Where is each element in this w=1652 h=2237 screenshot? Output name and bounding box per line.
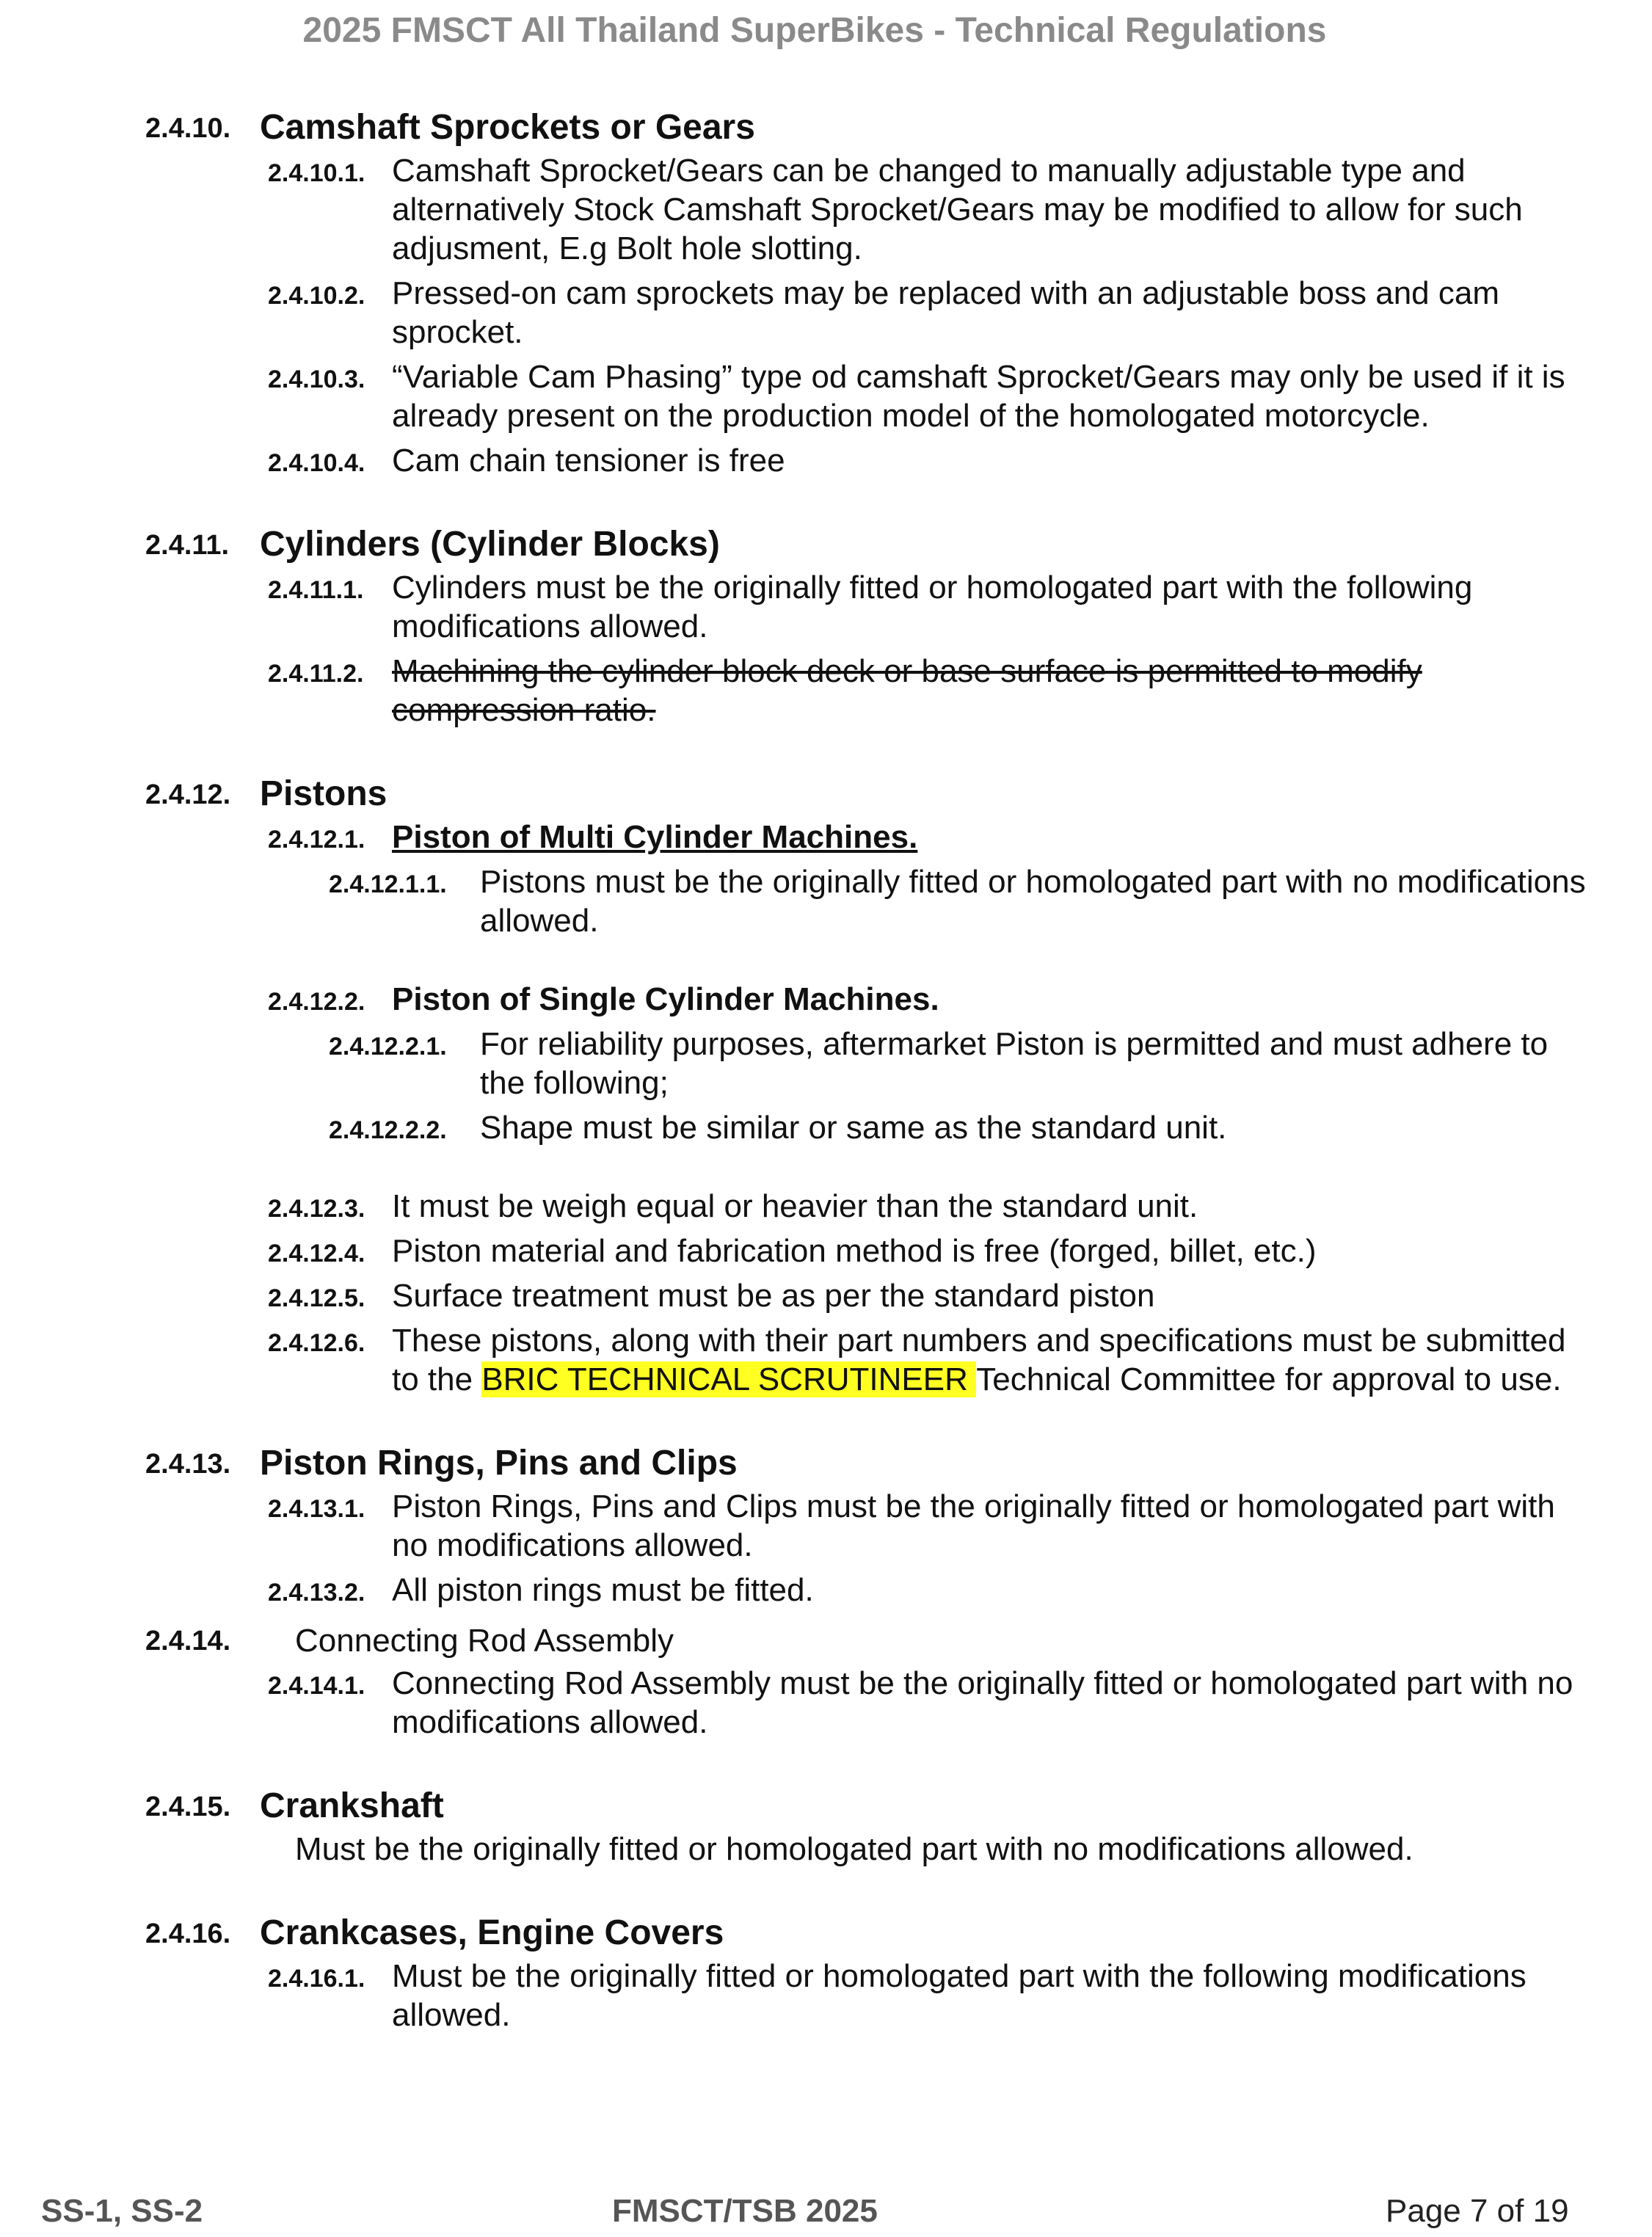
clause-2-4-12-2-1 [0,1025,1652,1108]
clause-text: For reliability purposes, aftermarket Piston is permitted and must adhere to the following; [480,1026,1549,1101]
clause-number: 2.4.12.6. [268,1329,365,1357]
clause-2-4-13-1 [0,1487,1652,1571]
clause-text: Piston Rings, Pins and Clips must be the originally fitted or homologated part with no modifications allowed. [392,1488,1555,1563]
clause-number: 2.4.12.2.1. [329,1033,447,1061]
clause-number: 2.4.12.5. [268,1284,365,1312]
section-number: 2.4.14. [145,1626,231,1656]
clause-number: 2.4.11.2. [268,660,364,688]
clause-text-part: Technical Committee for approval to use. [976,1361,1562,1397]
clause-text: All piston rings must be fitted. [392,1572,814,1608]
section-2-4-10-heading [0,103,1652,151]
clause-number: 2.4.12.1.1. [329,870,447,898]
clause-text: “Variable Cam Phasing” type od camshaft Sprocket/Gears may only be used if it is already present on the production model of the homologated motorcycle. [392,359,1565,434]
document-body [0,103,1652,2040]
footer-page-number: Page 7 of 19 [1386,2193,1569,2229]
clause-number: 2.4.14.1. [268,1672,365,1700]
clause-2-4-13-2 [0,1571,1652,1615]
section-title: Crankshaft [260,1786,444,1825]
section-2-4-11-heading [0,520,1652,568]
clause-2-4-14-1 [0,1664,1652,1747]
clause-2-4-10-4 [0,441,1652,486]
clause-text: Cylinders must be the originally fitted or homologated part with the following modifications allowed. [392,570,1473,644]
subsection-title: Piston of Multi Cylinder Machines. [392,819,918,855]
clause-2-4-12-4 [0,1232,1652,1276]
spacer [0,1874,1652,1908]
section-number: 2.4.15. [145,1792,231,1822]
spacer [0,1747,1652,1781]
clause-2-4-12-2 [0,980,1652,1025]
clause-number: 2.4.11.1. [268,576,364,604]
clause-2-4-12-3 [0,1187,1652,1232]
section-2-4-14-heading [0,1615,1652,1664]
section-2-4-16-heading [0,1908,1652,1957]
clause-number: 2.4.12.2. [268,988,365,1016]
clause-number: 2.4.10.4. [268,449,365,477]
clause-number: 2.4.12.1. [268,826,365,854]
clause-text: Piston material and fabrication method is free (forged, billet, etc.) [392,1233,1317,1269]
clause-number: 2.4.16.1. [268,1965,365,1993]
page-header: 2025 FMSCT All Thailand SuperBikes - Technical Regulations [302,11,1327,50]
clause-number: 2.4.12.4. [268,1240,365,1267]
page-footer [0,2193,1652,2237]
clause-2-4-12-5 [0,1276,1652,1321]
clause-text: Camshaft Sprocket/Gears can be changed to manually adjustable type and alternatively Stock Camshaft Sprocket/Gears may be modified to allow for such adjusment, E.g Bolt hole slotting. [392,153,1523,266]
section-2-4-13-heading [0,1438,1652,1487]
clause-text: Connecting Rod Assembly must be the originally fitted or homologated part with no modifications allowed. [392,1665,1573,1740]
spacer [0,1405,1652,1438]
section-number: 2.4.13. [145,1449,231,1480]
clause-text: Shape must be similar or same as the standard unit. [480,1110,1227,1146]
section-title: Crankcases, Engine Covers [260,1913,724,1952]
clause-text: Surface treatment must be as per the standard piston [392,1278,1155,1314]
clause-2-4-12-1 [0,818,1652,862]
clause-2-4-10-3 [0,357,1652,441]
clause-text: Pressed-on cam sprockets may be replaced with an adjustable boss and cam sprocket. [392,275,1499,350]
clause-number: 2.4.12.2.2. [329,1116,447,1144]
clause-2-4-11-2 [0,652,1652,735]
clause-2-4-12-2-2 [0,1108,1652,1153]
spacer [0,1153,1652,1187]
clause-text: Pistons must be the originally fitted or homologated part with no modifications allowed. [480,864,1586,939]
spacer [0,486,1652,520]
section-title: Connecting Rod Assembly [295,1623,674,1659]
highlighted-text: BRIC TECHNICAL SCRUTINEER [481,1361,977,1397]
clause-2-4-12-1-1 [0,862,1652,946]
section-number: 2.4.12. [145,779,231,810]
clause-number: 2.4.12.3. [268,1195,365,1223]
section-number: 2.4.11. [145,530,230,561]
spacer [0,735,1652,769]
clause-text-struck: Machining the cylinder block deck or base surface is permitted to modify compression ratio. [392,653,1422,728]
clause-2-4-10-1 [0,151,1652,274]
section-title: Cylinders (Cylinder Blocks) [260,525,720,564]
clause-number: 2.4.10.1. [268,159,365,187]
section-2-4-12-heading [0,769,1652,818]
clause-2-4-10-2 [0,274,1652,357]
clause-number: 2.4.13.2. [268,1579,365,1607]
clause-number: 2.4.13.1. [268,1495,365,1523]
section-number: 2.4.16. [145,1918,231,1949]
footer-class-label: SS-1, SS-2 [41,2193,203,2229]
clause-text: Cam chain tensioner is free [392,443,785,479]
clause-2-4-12-6 [0,1321,1652,1405]
clause-text-part: These pistons, along with their part numbers and specifications must be submitted to the [392,1323,1566,1397]
section-paragraph: Must be the originally fitted or homologated part with no modifications allowed. [295,1831,1413,1867]
clause-2-4-11-1 [0,568,1652,652]
clause-number: 2.4.10.3. [268,365,365,393]
clause-text [392,1321,1586,1405]
section-title: Camshaft Sprockets or Gears [260,108,755,147]
clause-text: It must be weigh equal or heavier than the standard unit. [392,1188,1198,1224]
section-title: Piston Rings, Pins and Clips [260,1444,738,1483]
clause-number: 2.4.10.2. [268,282,365,310]
footer-document-code: FMSCT/TSB 2025 [612,2193,878,2229]
section-2-4-15-heading [0,1781,1652,1830]
clause-text: Must be the originally fitted or homologated part with the following modifications allowed. [392,1958,1527,2033]
section-title: Pistons [260,774,387,813]
clause-2-4-16-1 [0,1957,1652,2040]
section-number: 2.4.10. [145,113,231,144]
subsection-title: Piston of Single Cylinder Machines. [392,981,939,1017]
spacer [0,946,1652,980]
